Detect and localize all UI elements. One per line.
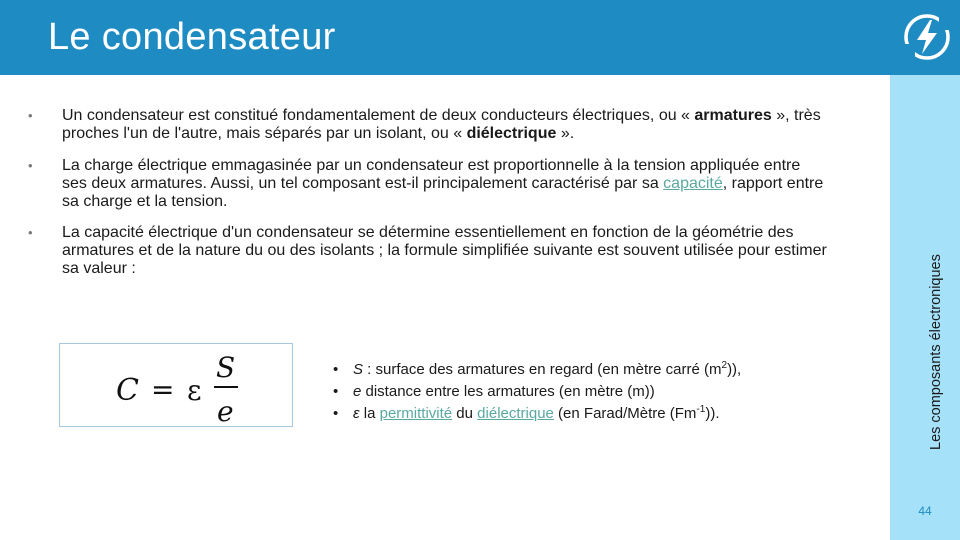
permittivite-link[interactable]: permittivité <box>379 405 453 422</box>
variable-list <box>333 359 741 425</box>
bullet-dot: • <box>333 361 339 378</box>
bullet-text: La capacité électrique d'un condensateur se détermine essentiellement en fonction de la géométrie des armatures et de la nature du ou des isolants ; la formule simplifiée suivante est souvent utilisée pour estimer sa valeur : <box>62 224 827 277</box>
bullet-dot: • <box>28 158 33 173</box>
formula-numerator: S <box>216 351 236 384</box>
formula-equals: = <box>151 373 175 406</box>
formula-lhs: C <box>116 373 139 408</box>
page-title: Le condensateur <box>48 16 336 58</box>
page-number: 44 <box>918 504 932 518</box>
bullet-dot: • <box>28 225 33 240</box>
bullet-dot: • <box>333 405 339 422</box>
bold-term: armatures <box>694 107 772 124</box>
variable-item: • ε la permittivité du diélectrique (en Farad/Mètre $(Fm^{-1})$). <box>333 403 741 425</box>
capacitance-formula <box>60 344 294 428</box>
bullet-item <box>28 157 828 211</box>
title-bar <box>0 0 890 75</box>
bullet-dot: • <box>28 108 33 123</box>
bullet-text: Un condensateur est constitué fondamentalement de deux conducteurs électriques, ou « armatures », très proches l'un de l'autre, mais séparés par un isolant, ou « diélectrique ». <box>62 107 821 142</box>
formula-denominator: e <box>217 395 234 428</box>
variable-item: • e distance entre les armatures (en mètre (m)) <box>333 381 741 403</box>
variable-item: • S : surface des armatures en regard (en mètre carré $(m^2)$), <box>333 359 741 381</box>
bullet-dot: • <box>333 383 339 400</box>
lightning-bolt-icon <box>901 11 953 63</box>
dielectrique-link[interactable]: diélectrique <box>477 405 554 422</box>
formula-box <box>59 343 293 427</box>
bullet-item <box>28 107 828 143</box>
sidebar <box>890 0 960 540</box>
sidebar-label: Les composants électroniques <box>928 254 944 450</box>
bullet-text: La charge électrique emmagasinée par un condensateur est proportionnelle à la tension appliquée entre ses deux armatures. Aussi, un tel composant est-il principalement caractérisé par sa capacité, rapport entre sa charge et la tension. <box>62 157 824 210</box>
formula-epsilon: ε <box>187 374 202 407</box>
bullet-item <box>28 224 828 278</box>
bold-term: diélectrique <box>466 125 557 142</box>
capacite-link[interactable]: capacité <box>663 175 723 192</box>
sidebar-header <box>890 0 960 75</box>
